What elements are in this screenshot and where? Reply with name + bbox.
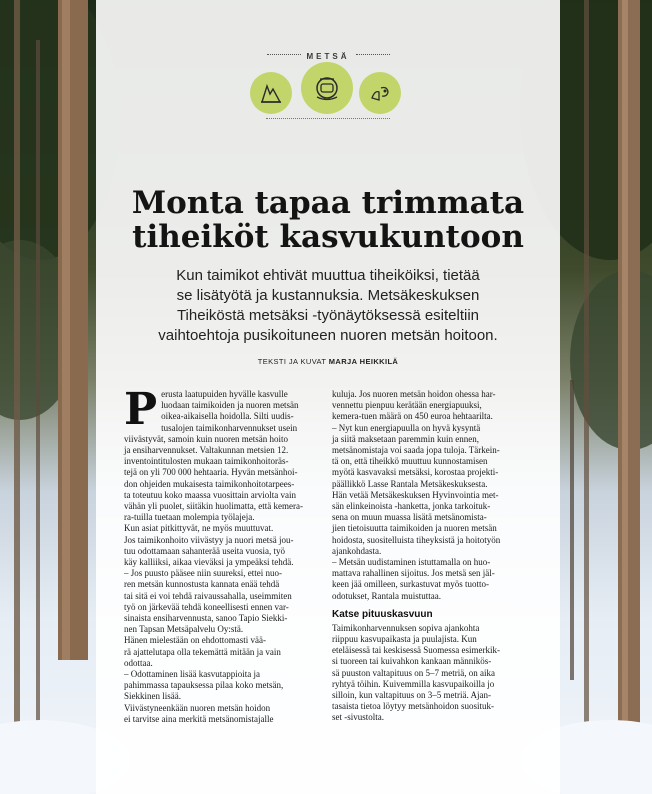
text-line: tä on, että tiheikkö muuttuu kunnostamisen — [332, 456, 488, 467]
text-line: tusalojen taimikonharvennukset usein — [161, 422, 298, 433]
text-line: silloin, kun valtapituus on 3–5 metriä. Ajan- — [332, 690, 491, 701]
text-line: luodaan taimikoiden ja nuoren metsän — [161, 400, 299, 411]
title-line: tiheiköt kasvukuntoon — [132, 219, 524, 255]
text-line: tai sitä ei voi tehdä raivaussahalla, useimmiten — [124, 590, 292, 601]
text-line: mattava rahallinen sijoitus. Jos metsä sen jäl- — [332, 568, 495, 579]
paragraph — [332, 423, 520, 557]
text-line: Hänen mielestään on ehdottomasti vää- — [124, 635, 266, 646]
text-line: päällikkö Lasse Rantala Metsäkeskuksesta. — [332, 478, 488, 489]
text-line: – Nyt kun energiapuulla on hyvä kysyntä — [332, 422, 481, 433]
section-label: METSÄ — [306, 52, 350, 61]
text-line: eteläisessä tai keskisessä Suomessa esimerkik- — [332, 645, 500, 656]
text-line: odottaa. — [124, 657, 153, 668]
text-line: sinaista ensiharvennusta, sanoo Tapio Siekki- — [124, 613, 288, 624]
lead-paragraph — [140, 266, 516, 346]
paragraph — [332, 623, 520, 724]
text-line: tuu odottamaan sahanterää useita vuosia, työ — [124, 545, 285, 556]
forest-icon — [250, 72, 292, 114]
text-line: ta toteutuu koko maassa vuosittain arviolta vain — [124, 489, 296, 500]
text-line: ja ensiharvennukset. Valtakunnan metsien 12. — [124, 445, 289, 456]
text-line: Jos taimikonhoito viivästyy ja nuori metsä jou- — [124, 534, 294, 545]
paragraph — [124, 523, 312, 568]
icon-baseline — [266, 118, 390, 119]
text-line: odotukset, Rantala muistuttaa. — [332, 590, 441, 601]
text-line: nen Tapsan Metsäpalvelu Oy:stä. — [124, 624, 244, 635]
text-line: tasaista tietoa löytyy metsänhoidon suosituk- — [332, 701, 494, 712]
lead-line: se lisätyötä ja kustannuksia. Metsäkeskuksen — [176, 287, 480, 304]
subheading: Katse pituuskasvuun — [332, 608, 433, 620]
lead-line: vaihtoehtoja pusikoituneen nuoren metsän hoitoon. — [158, 327, 498, 344]
text-line: ryhtyä töihin. Kuivemmilla kasvupaikoilla jo — [332, 678, 495, 689]
text-line: vähän yli puolet, siitäkin huolimatta, että kemera- — [124, 501, 303, 512]
body-column-right — [332, 389, 520, 724]
text-line: käy kalliiksi, aikaa vieväksi ja ympeäksi tehdä. — [124, 557, 294, 568]
text-line: don ohjeiden mukaisesta taimikonhoitotarpees- — [124, 478, 295, 489]
text-line: Taimikonharvennuksen sopiva ajankohta — [332, 622, 480, 633]
text-line: kemera-tuen määrä on 450 euroa hehtaarilta. — [332, 411, 493, 422]
divider — [356, 54, 390, 55]
text-line: sän elinkeinoista -hanketta, jonka tarkoituk- — [332, 501, 491, 512]
paragraph — [124, 384, 312, 523]
paragraph — [124, 568, 312, 635]
text-line: ren metsän kunnostusta kannata enää tehdä — [124, 579, 280, 590]
byline-author: MARJA HEIKKILÄ — [328, 357, 399, 366]
harvester-icon — [301, 62, 353, 114]
article-panel — [96, 0, 560, 794]
text-line: jien tietoisuutta taimikoiden ja nuoren metsän — [332, 523, 497, 534]
text-line: hoidosta, suositelluista tiheyksistä ja hoitotyön — [332, 534, 501, 545]
paragraph — [124, 635, 312, 669]
text-line: – Metsän uudistaminen istuttamalla on huo- — [332, 557, 491, 568]
article-title — [96, 186, 560, 254]
text-line: erusta laatupuiden hyvälle kasvulle — [161, 389, 288, 399]
text-line: pahimmassa tapauksessa pilaa koko metsän, — [124, 680, 284, 691]
text-line: riippuu kasvupaikasta ja puulajista. Kun — [332, 634, 477, 645]
lead-line: Tiheiköstä metsäksi -työnäytöksessä esiteltiin — [176, 307, 480, 324]
title-line: Monta tapaa trimmata — [131, 185, 525, 221]
lead-line: Kun taimikot ehtivät muuttua tiheiköiksi, tietää — [176, 267, 480, 284]
body-column-left — [124, 384, 312, 725]
paragraph — [332, 557, 520, 602]
text-line: Viivästyneenkään nuoren metsän hoidon — [124, 702, 271, 713]
text-line: viivästyvät, samoin kuin nuoren metsän hoito — [124, 433, 288, 444]
text-line: sä puuston valtapituus on 5–7 metriä, on aika — [332, 667, 495, 678]
text-line: myötä kasvavaksi metsäksi, korostaa projekti- — [332, 467, 499, 478]
text-line: Siekkinen lisää. — [124, 691, 181, 702]
byline — [96, 357, 560, 366]
text-line: kuluja. Jos nuoren metsän hoidon ohessa har- — [332, 389, 496, 399]
text-line: ajankohdasta. — [332, 545, 382, 556]
text-line: keen jää omilleen, surkastuvat myös tuotto- — [332, 579, 489, 590]
paragraph — [332, 389, 520, 423]
text-line: ja siitä maksetaan paremmin kuin ennen, — [332, 433, 479, 444]
text-line: ei tarvitse aina merkitä metsänomistajalle — [124, 713, 274, 724]
text-line: Kun asiat pitkittyvät, ne myös muuttuvat. — [124, 523, 274, 534]
text-line: ra-tuilla tuetaan molempia työlajeja. — [124, 512, 255, 523]
text-line: oikea-aikaisella hoidolla. Silti uudis- — [161, 411, 294, 422]
paragraph — [124, 669, 312, 703]
text-line: inventointitulosten mukaan taimikonhoitoräs- — [124, 456, 289, 467]
text-line: työ on järkevää tehdä koneellisesti ennen var- — [124, 601, 289, 612]
text-line: vennettu pienpuu kerätään energiapuuksi, — [332, 400, 482, 411]
hands-icon — [359, 72, 401, 114]
drop-cap: P — [124, 384, 158, 435]
text-line: set -sivustolta. — [332, 712, 384, 723]
text-line: si tuoreen tai kuivahkon kankaan männikös- — [332, 656, 492, 667]
paragraph — [124, 703, 312, 725]
text-line: rä ajattelutapa olla tekemättä mitään ja vain — [124, 646, 281, 657]
text-line: – Jos puusto pääsee niin suureksi, ettei nuo- — [124, 568, 282, 579]
text-line: – Odottaminen lisää kasvutappioita ja — [124, 669, 260, 680]
text-line: sena on muun muassa lisätä metsänomista- — [332, 512, 487, 523]
section-icons — [96, 62, 560, 118]
text-line: Hän vetää Metsäkeskuksen Hyvinvointia met- — [332, 489, 499, 500]
text-line: metsänomistaja voi saada jopa tuloja. Tärkein- — [332, 445, 500, 456]
byline-prefix: TEKSTI JA KUVAT — [257, 357, 327, 366]
text-line: tejä on yli 700 000 hehtaaria. Hyvän metsänhoi- — [124, 467, 298, 478]
section-header — [96, 44, 560, 63]
divider — [267, 54, 301, 55]
